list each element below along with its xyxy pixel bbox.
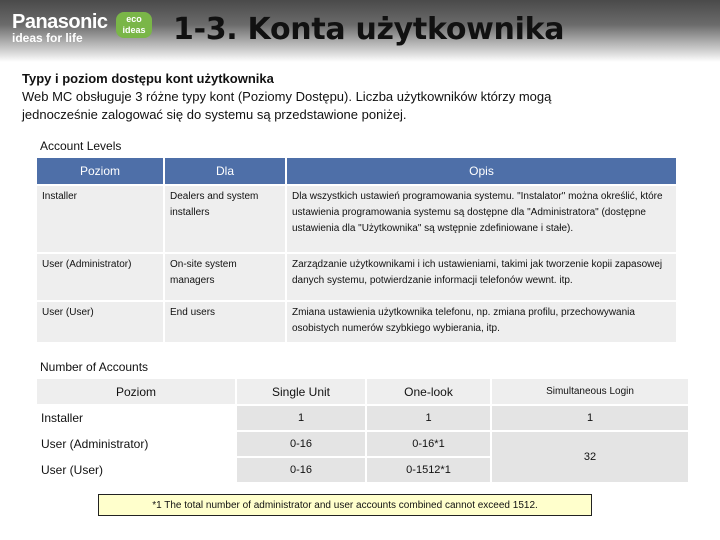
col-header-poziom: Poziom [36, 157, 164, 185]
cell-for: Dealers and system installers [164, 185, 286, 253]
header-bar [0, 0, 720, 62]
cell-for: End users [164, 301, 286, 343]
cell-level: User (User) [36, 457, 236, 483]
intro-heading: Typy i poziom dostępu kont użytkownika [22, 71, 274, 86]
table-header-row [36, 378, 689, 405]
col-header-one-look: One-look [366, 378, 491, 405]
footnote-box: *1 The total number of administrator and user accounts combined cannot exceed 1512. [98, 494, 592, 516]
eco-ideas-badge: eco ideas [116, 12, 152, 38]
intro-text [22, 70, 702, 124]
table-row [36, 431, 689, 457]
col-header-poziom: Poziom [36, 378, 236, 405]
cell-single-unit: 1 [236, 405, 366, 431]
col-header-single-unit: Single Unit [236, 378, 366, 405]
table-row [36, 405, 689, 431]
table-row [36, 185, 677, 253]
cell-desc: Zmiana ustawienia użytkownika telefonu, np. zmiana profilu, przechowywania osobistych numerów szybkiego wybierania, itp. [286, 301, 677, 343]
col-header-opis: Opis [286, 157, 677, 185]
cell-simultaneous: 1 [491, 405, 689, 431]
intro-line-2: jednocześnie zalogować się do systemu są przedstawione poniżej. [22, 107, 407, 122]
cell-single-unit: 0-16 [236, 457, 366, 483]
cell-level: User (User) [36, 301, 164, 343]
intro-line-1: Web MC obsługuje 3 różne typy kont (Poziomy Dostępu). Liczba użytkowników którzy mogą [22, 89, 552, 104]
cell-desc: Dla wszystkich ustawień programowania systemu. "Instalator" można określić, które ustawienia programowania systemu są dostępne dla "Administratora" (dostępne ustawienia dla "Użytkownika" są wstępnie zdefiniowane i stałe). [286, 185, 677, 253]
cell-level: User (Administrator) [36, 431, 236, 457]
number-of-accounts-label: Number of Accounts [40, 360, 149, 374]
page-title: 1-3. Konta użytkownika [173, 12, 565, 47]
table-row [36, 301, 677, 343]
cell-single-unit: 0-16 [236, 431, 366, 457]
cell-simultaneous-combined: 32 [491, 431, 689, 483]
cell-one-look: 0-1512*1 [366, 457, 491, 483]
brand-tagline: ideas for life [12, 31, 83, 45]
cell-level: Installer [36, 185, 164, 253]
account-levels-label: Account Levels [40, 139, 122, 153]
cell-for: On-site system managers [164, 253, 286, 301]
cell-one-look: 0-16*1 [366, 431, 491, 457]
cell-one-look: 1 [366, 405, 491, 431]
cell-level: User (Administrator) [36, 253, 164, 301]
col-header-dla: Dla [164, 157, 286, 185]
table-header-row [36, 157, 677, 185]
number-of-accounts-table [35, 377, 690, 484]
brand-logo: Panasonic [12, 11, 108, 33]
col-header-simultaneous-login: Simultaneous Login [491, 378, 689, 405]
cell-desc: Zarządzanie użytkownikami i ich ustawieniami, takimi jak tworzenie kopii zapasowej danych systemu, potwierdzanie informacji telefonów wewnt. itp. [286, 253, 677, 301]
account-levels-table [35, 156, 678, 344]
table-row [36, 253, 677, 301]
cell-level: Installer [36, 405, 236, 431]
